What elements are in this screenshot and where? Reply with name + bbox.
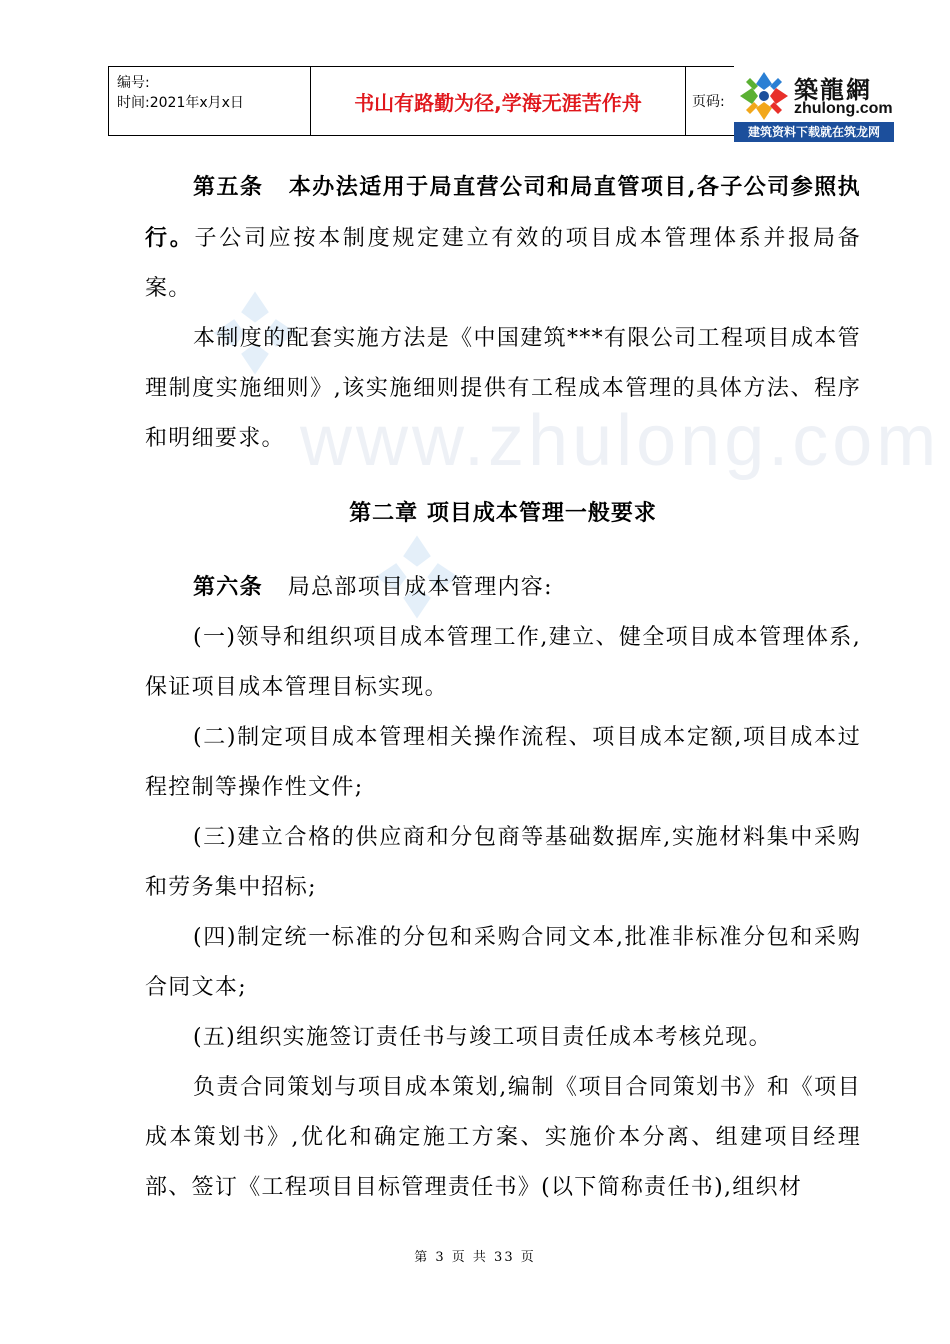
implementation-paragraph: 本制度的配套实施方法是《中国建筑***有限公司工程项目成本管理制度实施细则》,该实施细则提供有工程成本管理的具体方法、程序和明细要求。 [145,326,861,451]
logo-tagline: 建筑资料下载就在筑龙网 [734,122,894,142]
header-number-label: 编号: [117,75,150,91]
article-5-title: 第五条 [193,174,264,200]
chapter-heading: 第二章 项目成本管理一般要求 [349,500,657,526]
article-5-bold-text: 本办法适用于局直营公司和局直管项目,各子公司参照执行。 [145,174,861,251]
list-item: (三)建立合格的供应商和分包商等基础数据库,实施材料集中采购和劳务集中招标; [145,825,861,900]
page-footer: 第 3 页 共 33 页 [414,1250,536,1265]
header-date-label: 时间:2021年x月x日 [117,95,244,111]
article-6-title: 第六条 [193,574,263,600]
logo-domain: zhulong.com [794,100,893,117]
document-body [145,162,861,1213]
watermark-text: www.zhulong.com [300,401,941,481]
snowflake-logo-icon [738,70,790,122]
article-5-text: 子公司应按本制度规定建立有效的项目成本管理体系并报局备案。 [145,226,861,301]
contract-planning-paragraph: 负责合同策划与项目成本策划,编制《项目合同策划书》和《项目成本策划书》,优化和确定施工方案、实施价本分离、组建项目经理部、签订《工程项目目标管理责任书》(以下简称责任书),组织材 [145,1075,861,1200]
logo-chinese: 築龍網 [794,76,872,104]
article-6 [145,562,861,613]
header-motto: 书山有路勤为径,学海无涯苦作舟 [311,67,686,135]
list-item: (四)制定统一标准的分包和采购合同文本,批准非标准分包和采购合同文本; [145,925,861,1000]
header-page-label: 页码: [692,94,725,110]
header-meta [109,67,311,135]
article-6-text: 局总部项目成本管理内容: [287,575,553,600]
list-item: (一)领导和组织项目成本管理工作,建立、健全项目成本管理体系,保证项目成本管理目标实现。 [145,625,861,700]
list-item: (五)组织实施签订责任书与竣工项目责任成本考核兑现。 [193,1025,772,1050]
article-5 [145,162,861,314]
zhulong-logo [734,66,894,144]
list-item: (二)制定项目成本管理相关操作流程、项目成本定额,项目成本过程控制等操作性文件; [145,725,861,800]
